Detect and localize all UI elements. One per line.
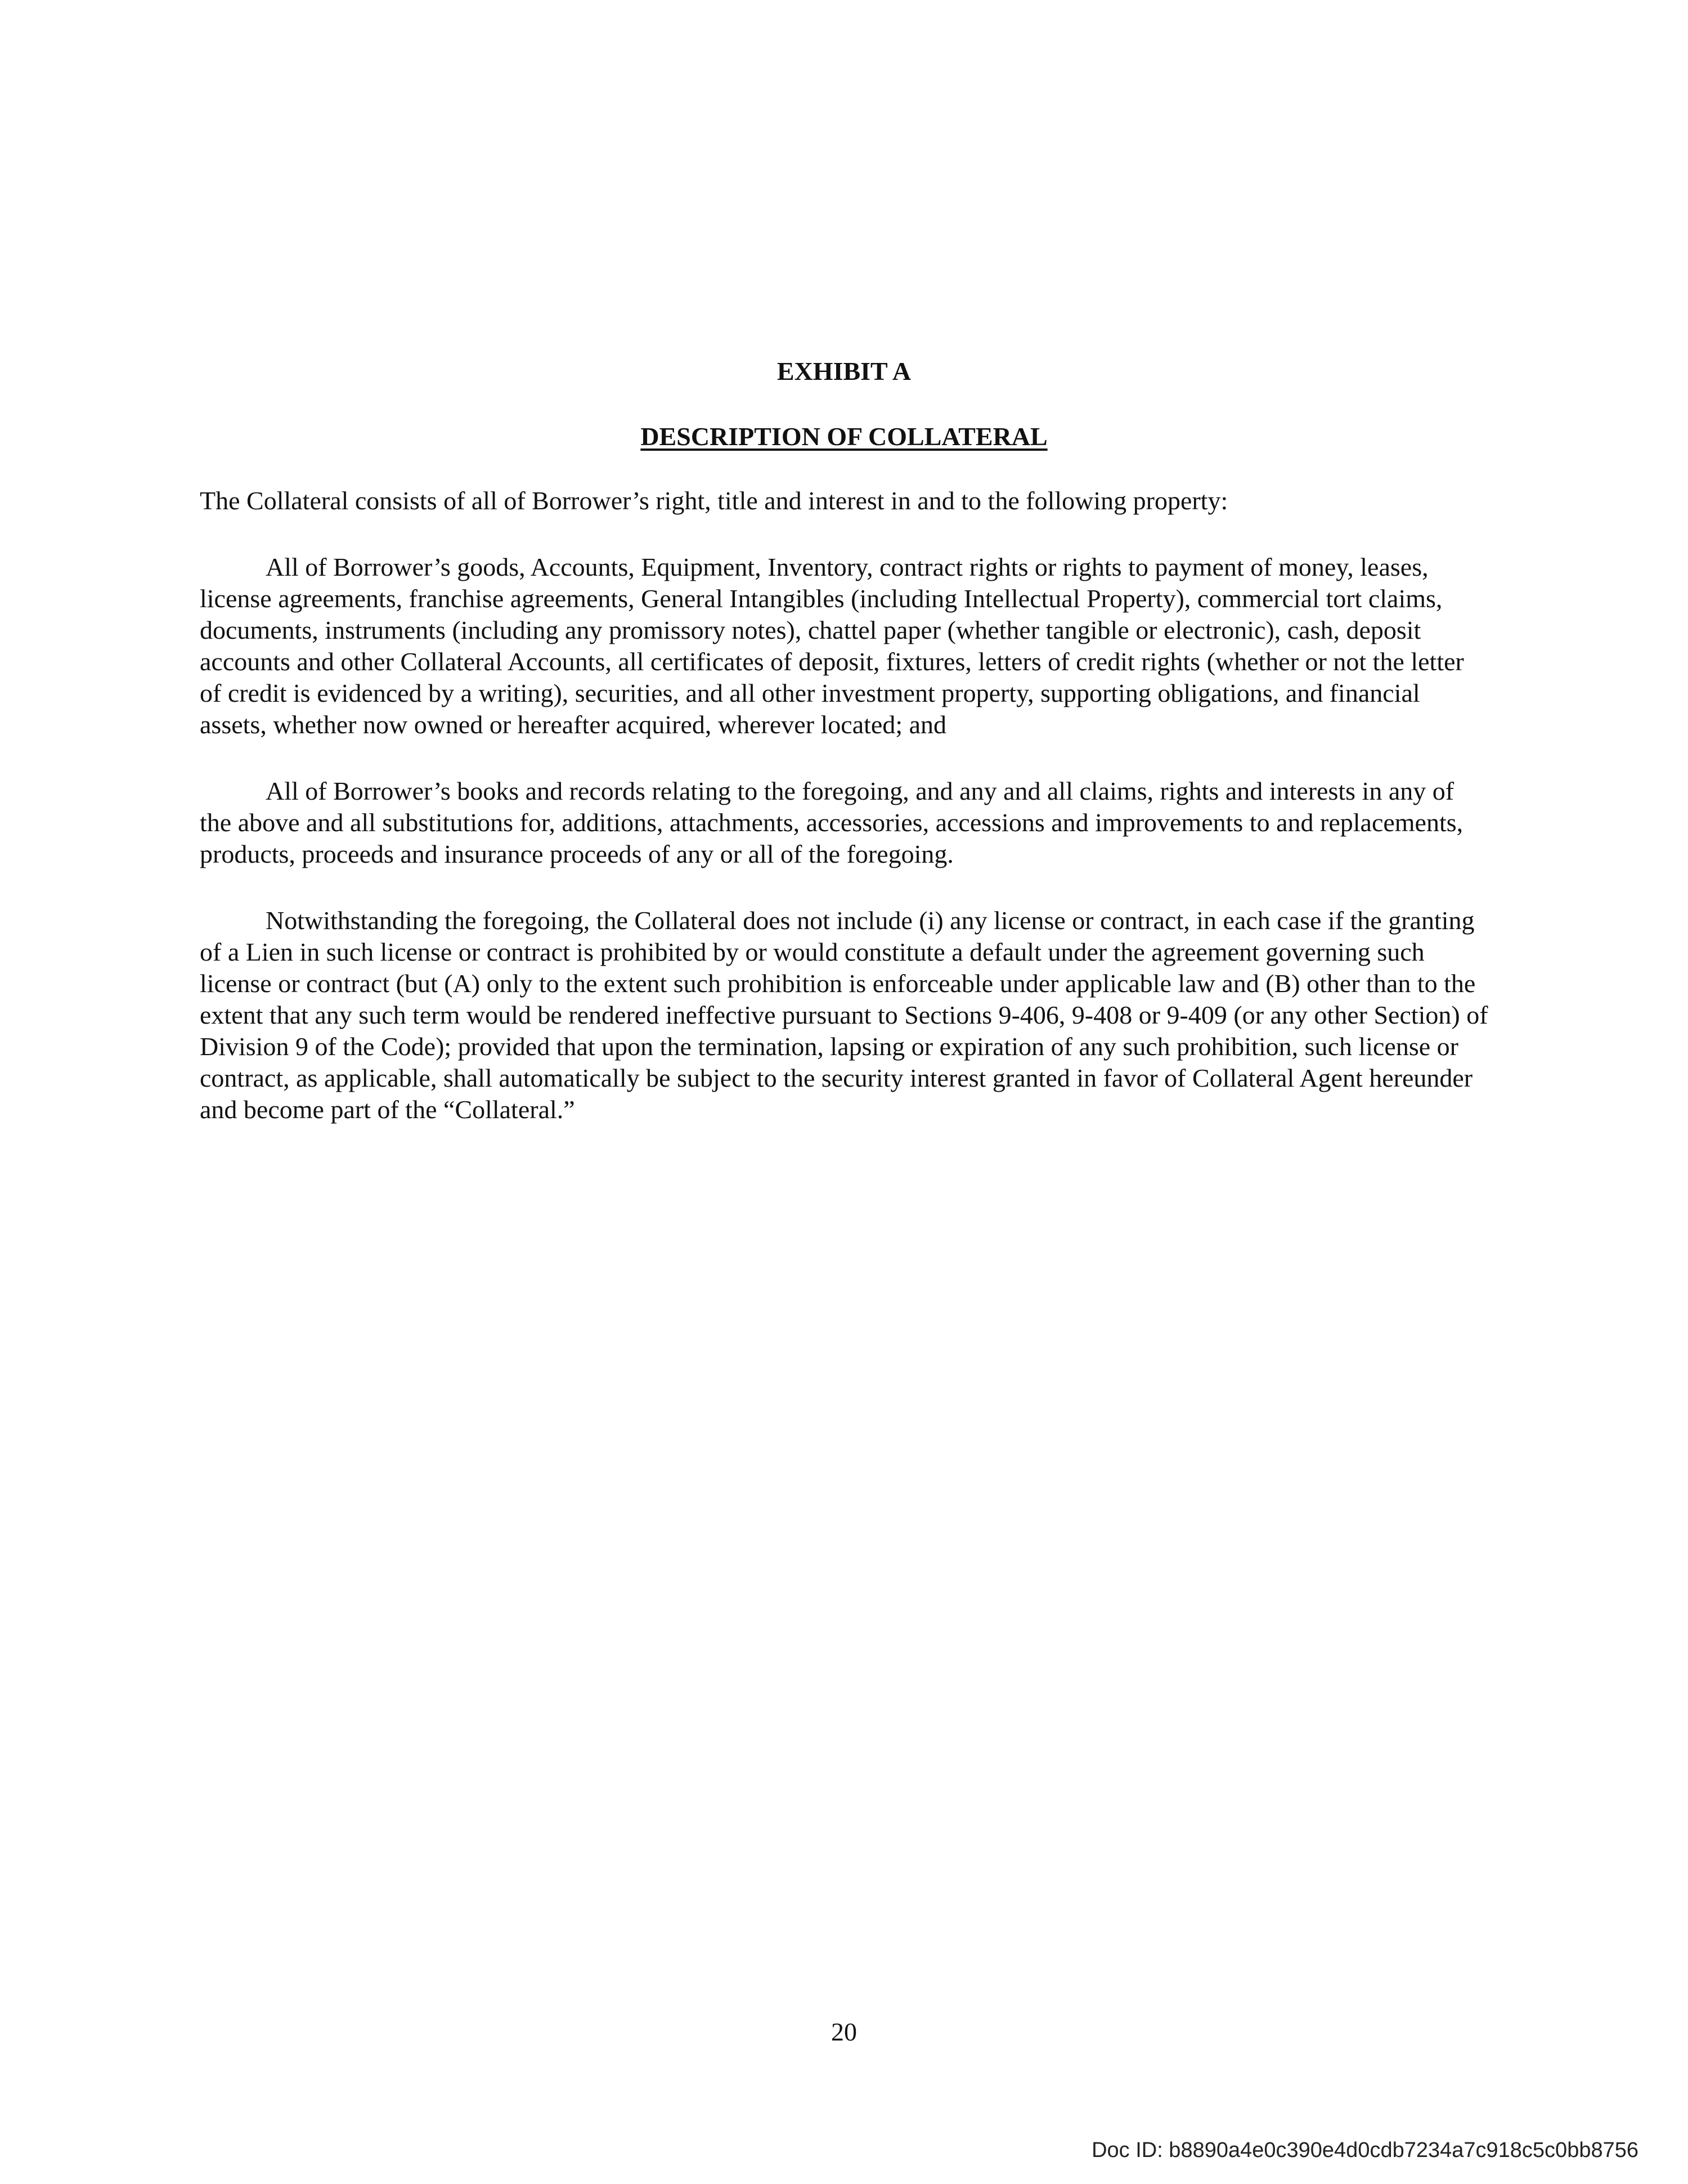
collateral-paragraph-exclusions: Notwithstanding the foregoing, the Collateral does not include (i) any license or contract, in each case if the granting of a Lien in such license or contract is prohibited by or would constitute a default under the agreement governing such license or contract (but (A) only to the extent such prohibition is enforceable under applicable law and (B) other than to the extent that any such term would be rendered ineffective pursuant to Sections 9-406, 9-408 or 9-409 (or any other Section) of Division 9 of the Code); provided that upon the termination, lapsing or expiration of any such prohibition, such license or contract, as applicable, shall automatically be subject to the security interest granted in favor of Collateral Agent hereunder and become part of the “Collateral.”: [200, 906, 1488, 1124]
section-title: DESCRIPTION OF COLLATERAL: [640, 422, 1048, 451]
page-number: 20: [831, 2017, 857, 2046]
doc-id: Doc ID: b8890a4e0c390e4d0cdb7234a7c918c5c0bb8756: [1092, 2138, 1638, 2162]
exhibit-title: EXHIBIT A: [776, 357, 912, 385]
intro-paragraph: The Collateral consists of all of Borrower’s right, title and interest in and to the following property:: [200, 486, 1228, 515]
collateral-paragraph-books: All of Borrower’s books and records relating to the foregoing, and any and all claims, rights and interests in any of the above and all substitutions for, additions, attachments, accessories, accessions and improvements to and replacements, products, proceeds and insurance proceeds of any or all of the foregoing.: [200, 777, 1463, 868]
document-body: [200, 485, 1488, 1160]
collateral-paragraph-goods: All of Borrower’s goods, Accounts, Equipment, Inventory, contract rights or rights to payment of money, leases, license agreements, franchise agreements, General Intangibles (including Intellectual Property), commercial tort claims, documents, instruments (including any promissory notes), chattel paper (whether tangible or electronic), cash, deposit accounts and other Collateral Accounts, all certificates of deposit, fixtures, letters of credit rights (whether or not the letter of credit is evidenced by a writing), securities, and all other investment property, supporting obligations, and financial assets, whether now owned or hereafter acquired, wherever located; and: [200, 553, 1464, 739]
